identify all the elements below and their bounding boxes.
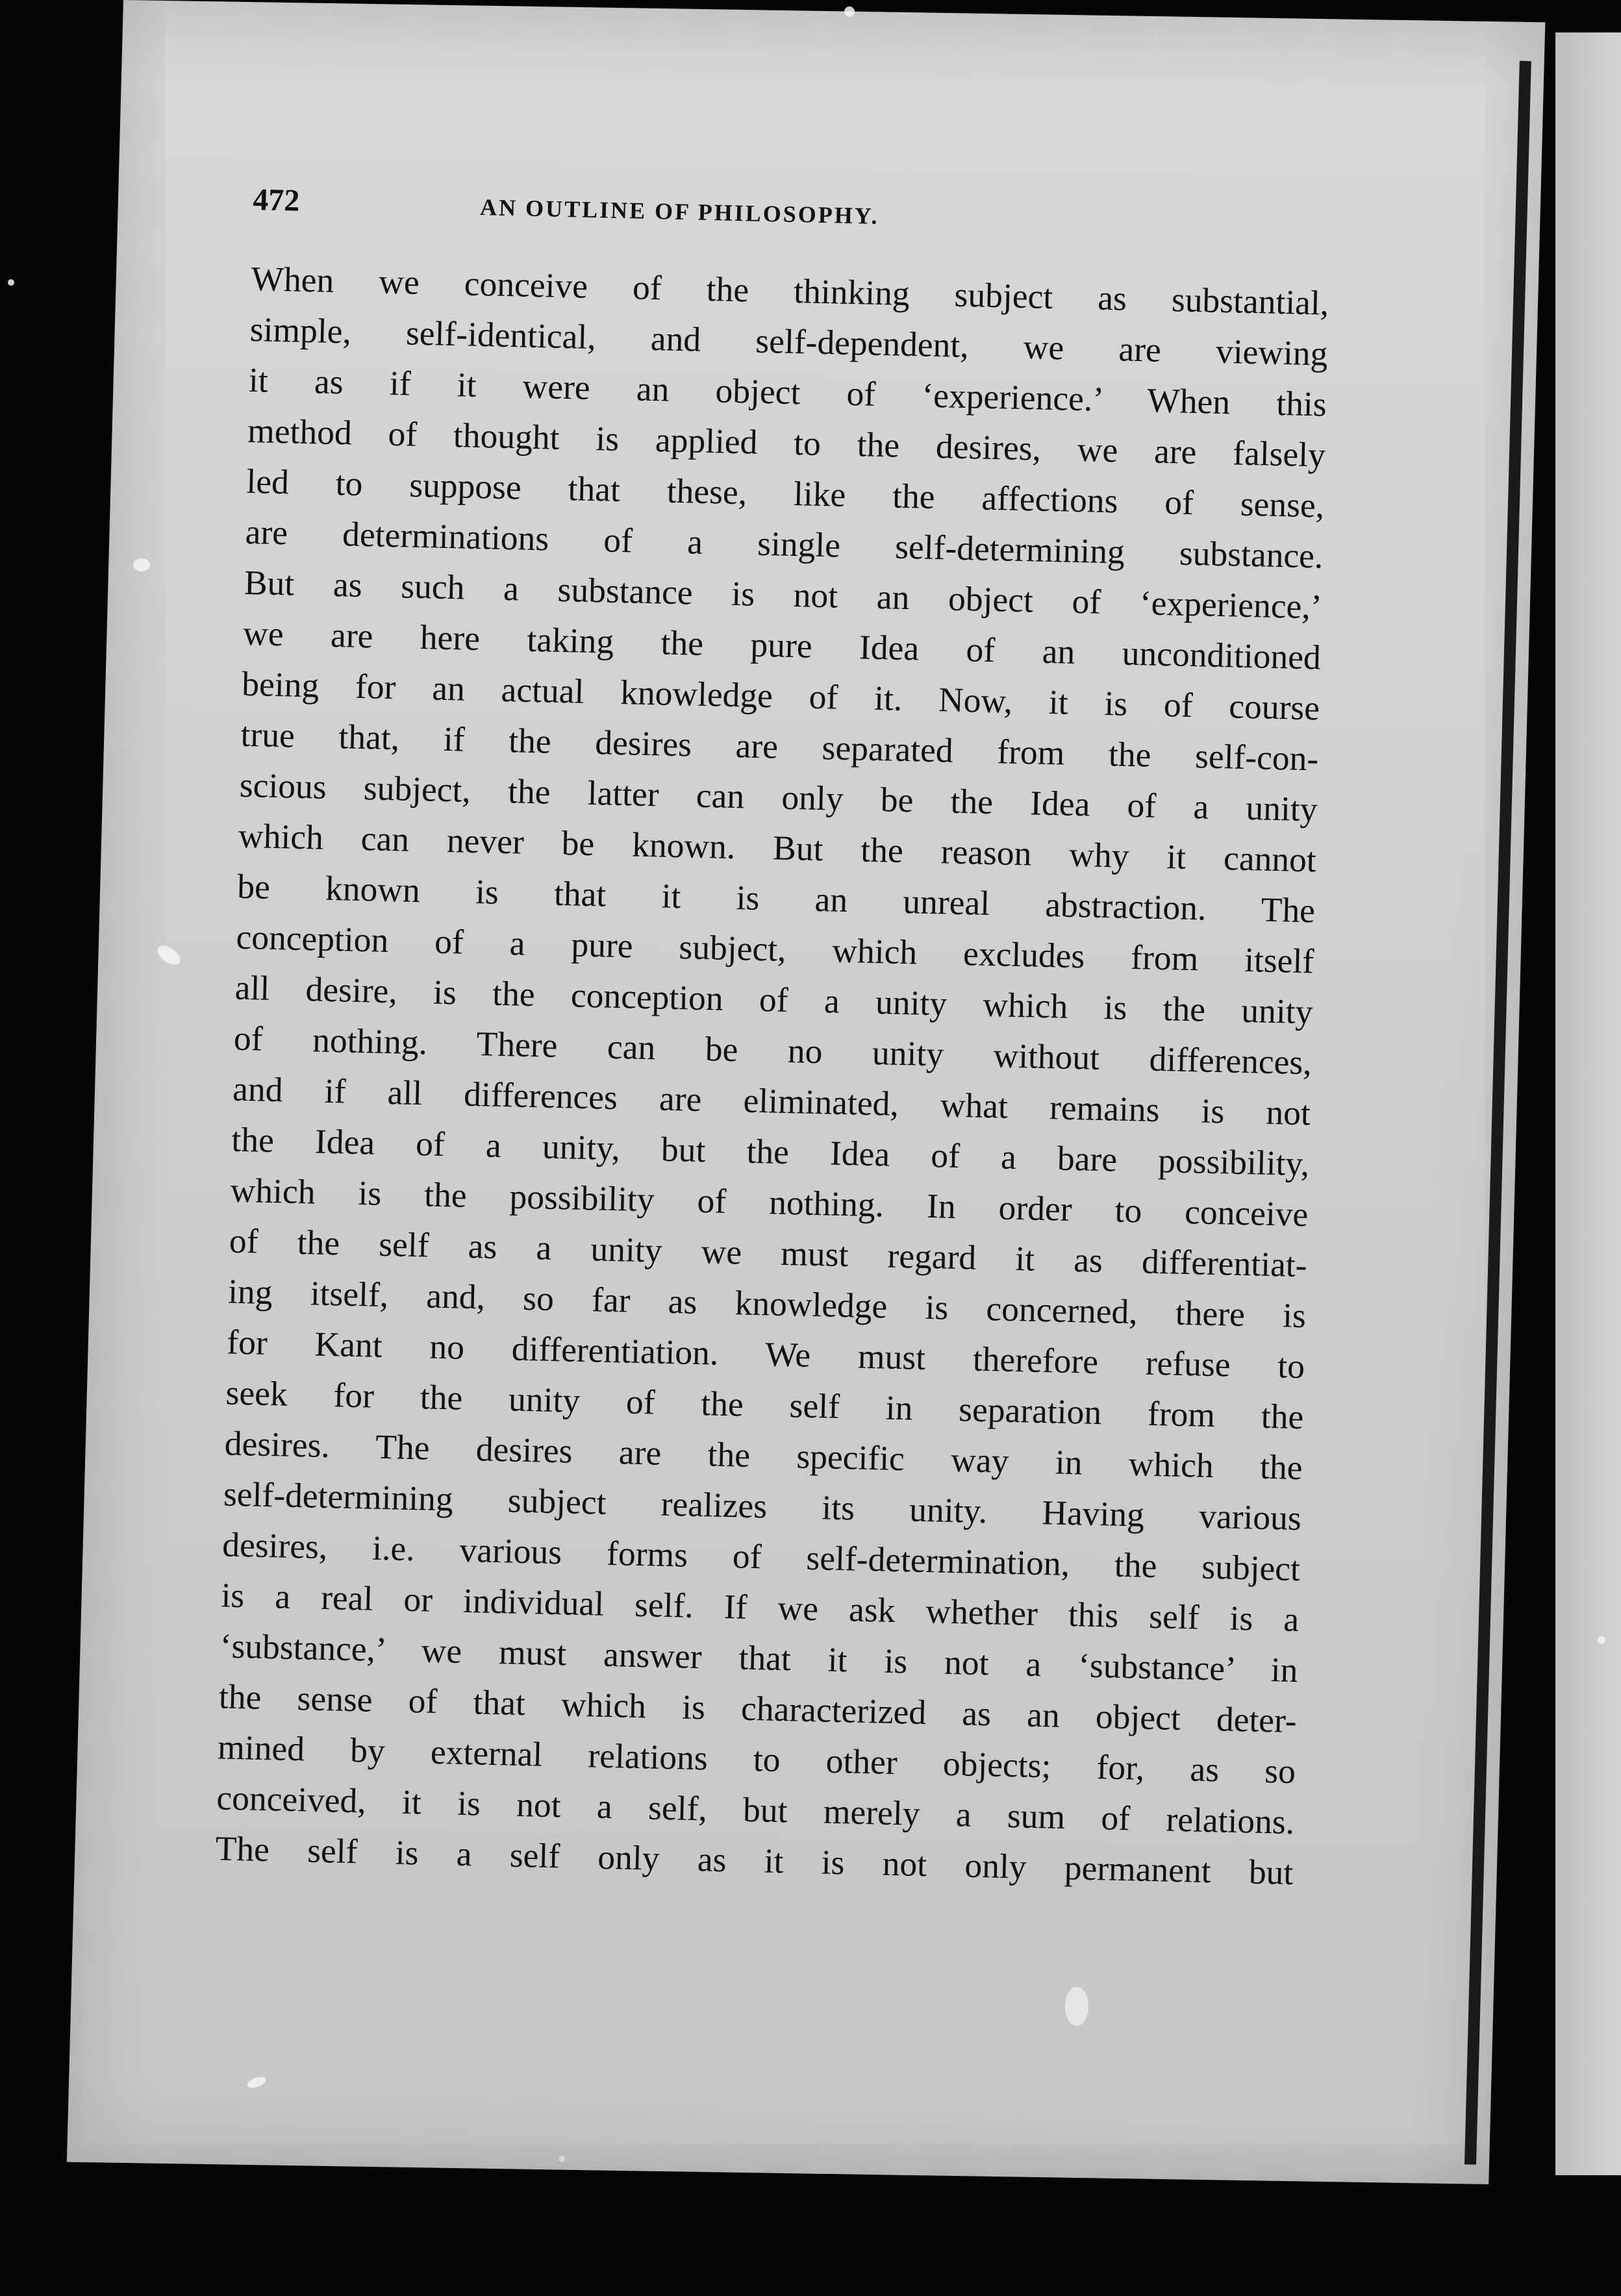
text-line: ing itself, and, so far as knowledge is concerned, there is (227, 1271, 1307, 1336)
running-head-title: AN OUTLINE OF PHILOSOPHY. (479, 193, 879, 229)
text-line: of nothing. There can be no unity without differences, (233, 1018, 1313, 1082)
text-line: all desire, is the conception of a unity which is the unity (234, 967, 1314, 1032)
page-text-block (215, 182, 1331, 1898)
text-line: being for an actual knowledge of it. Now, it is of course (241, 664, 1320, 728)
text-line: conceived, it is not a self, but merely a sum of relations. (216, 1778, 1295, 1842)
page-gutter-shadow (1464, 61, 1531, 2165)
text-line: is a real or individual self. If we ask whether this self is a (220, 1575, 1300, 1640)
scan-speck (559, 2156, 565, 2162)
scan-speck (1598, 1636, 1605, 1644)
text-line: The self is a self only as it is not only permanent but (215, 1828, 1294, 1892)
text-line: the Idea of a unity, but the Idea of a bare possibility, (231, 1119, 1310, 1184)
text-line: are determinations of a single self-determining substance. (245, 512, 1324, 576)
text-line: true that, if the desires are separated from the self-con- (240, 714, 1319, 779)
scan-speck (1065, 1987, 1088, 2026)
text-line: led to suppose that these, like the affections of sense, (245, 461, 1325, 525)
text-line: desires. The desires are the specific way in which the (224, 1423, 1303, 1488)
text-line: method of thought is applied to the desires, we are falsely (247, 410, 1326, 475)
text-line: simple, self-identical, and self-dependent, we are viewing (249, 309, 1329, 373)
text-line: the sense of that which is characterized as an object deter- (218, 1677, 1298, 1741)
body-paragraph (215, 253, 1329, 1898)
text-line: and if all differences are eliminated, what remains is not (232, 1069, 1311, 1133)
scan-speck (133, 558, 150, 571)
scan-speck (8, 279, 14, 286)
page-number: 472 (252, 182, 300, 218)
scan-speck (844, 6, 855, 17)
text-line: it as if it were an object of ‘experience.’ When this (248, 360, 1327, 424)
text-line: But as such a substance is not an object of ‘experience,’ (244, 562, 1323, 627)
facing-page-edge (1555, 32, 1621, 2175)
text-line: which can never be known. But the reason why it cannot (238, 816, 1317, 880)
text-line: ‘substance,’ we must answer that it is not a ‘substance’ in (220, 1626, 1299, 1690)
text-line: be known is that it is an unreal abstraction. The (236, 866, 1316, 930)
text-line: desires, i.e. various forms of self-determination, the subject (221, 1525, 1301, 1589)
text-line: for Kant no differentiation. We must therefore refuse to (226, 1322, 1305, 1386)
text-line: of the self as a unity we must regard it as differentiat- (229, 1221, 1308, 1285)
text-line: scious subject, the latter can only be the Idea of a unity (239, 765, 1318, 829)
text-line: which is the possibility of nothing. In order to conceive (230, 1170, 1309, 1234)
text-line: seek for the unity of the self in separation from the (225, 1373, 1304, 1437)
text-line: self-determining subject realizes its unity. Having various (223, 1474, 1302, 1538)
text-line: conception of a pure subject, which excludes from itself (235, 917, 1314, 981)
text-line: we are here taking the pure Idea of an unconditioned (242, 613, 1322, 677)
text-line: When we conceive of the thinking subject as substantial, (250, 258, 1329, 323)
text-line: mined by external relations to other objects; for, as so (217, 1727, 1296, 1791)
